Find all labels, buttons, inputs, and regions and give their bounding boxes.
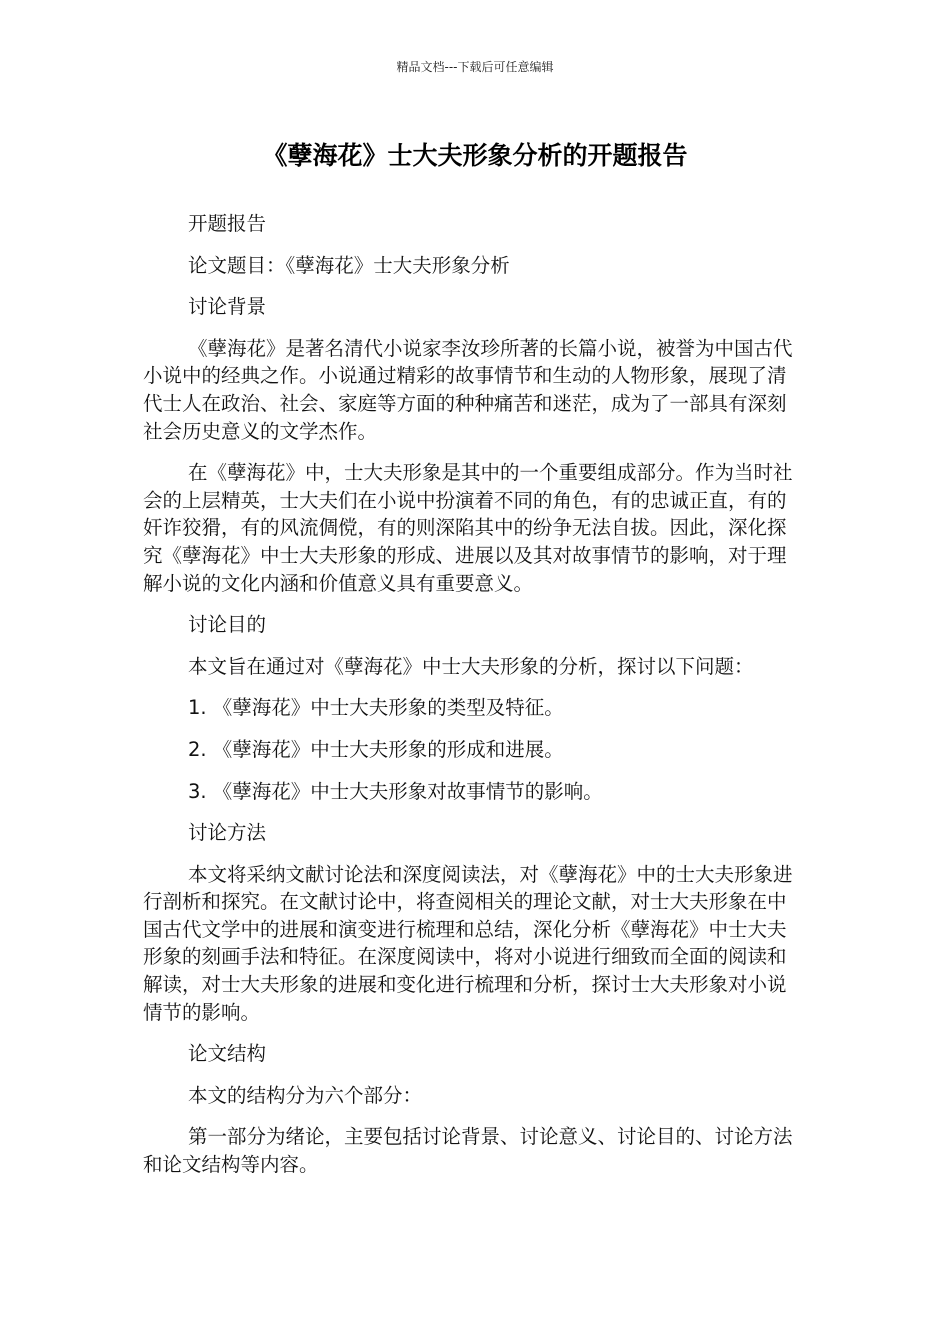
- paragraph-method: 本文将采纳文献讨论法和深度阅读法，对《孽海花》中的士大夫形象进行剖析和探究。在文献讨论中，将查阅相关的理论文献，对士大夫形象在中国古代文学中的进展和演变进行梳理和总结，深化分析《孽海花》中士大夫形象的刻画手法和特征。在深度阅读中，将对小说进行细致而全面的阅读和解读，对士大夫形象的进展和变化进行梳理和分析，探讨士大夫形象对小说情节的影响。: [143, 862, 793, 1024]
- paragraph-thesis-title: 论文题目：《孽海花》士大夫形象分析: [188, 253, 510, 277]
- paragraph-heading-report: 开题报告: [188, 212, 267, 235]
- document-title: 《孽海花》士大夫形象分析的开题报告: [262, 141, 688, 170]
- paragraph-background-2: 在《孽海花》中，士大夫形象是其中的一个重要组成部分。作为当时社会的上层精英，士大夫们在小说中扮演着不同的角色，有的忠诚正直，有的奸诈狡猾，有的风流倜傥，有的则深陷其中的纷争无法自拔。因此，深化探究《孽海花》中士大夫形象的形成、进展以及其对故事情节的影响，对于理解小说的文化内涵和价值意义具有重要意义。: [143, 461, 793, 595]
- paragraph-purpose-intro: 本文旨在通过对《孽海花》中士大夫形象的分析，探讨以下问题：: [188, 654, 754, 678]
- paragraph-background-1: 《孽海花》是著名清代小说家李汝珍所著的长篇小说，被誉为中国古代小说中的经典之作。小说通过精彩的故事情节和生动的人物形象，展现了清代士人在政治、社会、家庭等方面的种种痛苦和迷茫，成为了一部具有深刻社会历史意义的文学杰作。: [143, 336, 793, 443]
- paragraph-structure-part-1: 第一部分为绪论，主要包括讨论背景、讨论意义、讨论目的、讨论方法和论文结构等内容。: [143, 1125, 793, 1177]
- list-item-purpose-1: 1. 《孽海花》中士大夫形象的类型及特征。: [188, 696, 564, 720]
- list-item-purpose-3: 3. 《孽海花》中士大夫形象对故事情节的影响。: [188, 779, 603, 803]
- section-heading-purpose: 讨论目的: [188, 613, 267, 637]
- list-item-purpose-2: 2. 《孽海花》中士大夫形象的形成和进展。: [188, 737, 564, 761]
- section-heading-structure: 论文结构: [188, 1042, 267, 1066]
- section-heading-method: 讨论方法: [188, 821, 267, 845]
- paragraph-structure-intro: 本文的结构分为六个部分：: [188, 1083, 423, 1107]
- section-heading-background: 讨论背景: [188, 295, 267, 319]
- document-body: [143, 210, 793, 1193]
- page-header: 精品文档---下载后可任意编辑: [396, 60, 554, 74]
